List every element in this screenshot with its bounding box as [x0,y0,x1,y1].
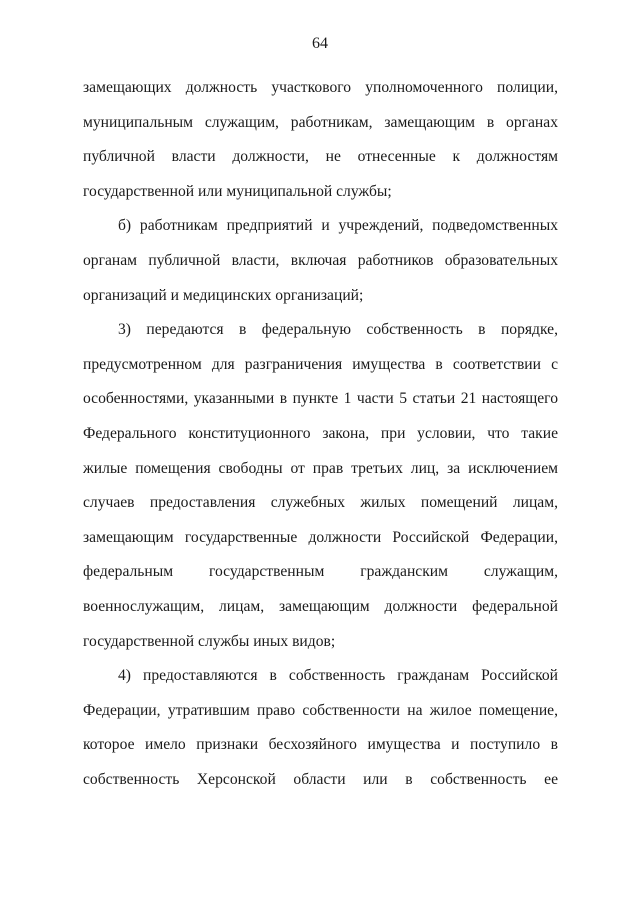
paragraph-item-4: 4) предоставляются в собственность гражданам Российской Федерации, утратившим право собственности на жилое помещение, которое имело признаки бесхозяйного имущества и поступило в собственность Херсонской области или в собственность ее [83,667,558,788]
paragraph-item-b: б) работникам предприятий и учреждений, подведомственных органам публичной власти, включая работников образовательных организаций и медицинских организаций; [83,217,558,304]
paragraph-item-3: 3) передаются в федеральную собственность в порядке, предусмотренном для разграничения имущества в соответствии с особенностями, указанными в пункте 1 части 5 статьи 21 настоящего Федерального конституционного закона, при условии, что такие жилые помещения свободны от прав третьих лиц, за исключением случаев предоставления служебных жилых помещений лицам, замещающим государственные должности Российской Федерации, федеральным государственным гражданским служащим, военнослужащим, лицам, замещающим должности федеральной государственной службы иных видов; [83,321,558,650]
paragraph-continuation: замещающих должность участкового уполномоченного полиции, муниципальным служащим, работникам, замещающим в органах публичной власти должности, не отнесенные к должностям государственной или муниципальной службы; [83,79,558,200]
document-body [83,71,558,797]
page-number: 64 [312,35,328,52]
